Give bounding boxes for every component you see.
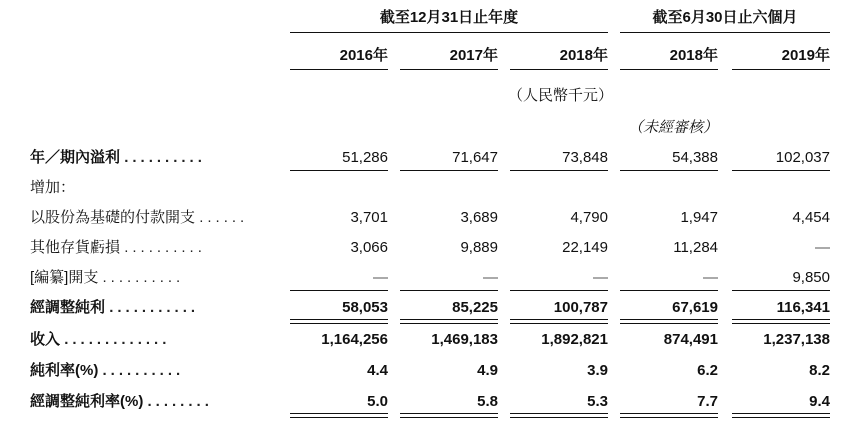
cell-inventory-loss-2018-h1: 11,284 <box>673 239 718 256</box>
cell-adjusted-net-profit-2019-h1: 116,341 <box>776 299 830 316</box>
dot-leader: ...... <box>199 209 249 226</box>
rule-redacted-2018-h1 <box>620 290 718 291</box>
group-header-year-end: 截至12月31日止年度 <box>379 9 519 26</box>
cell-net-margin-2018-fy: 3.9 <box>587 362 608 379</box>
cell-adjusted-net-margin-2018-h1: 7.7 <box>697 393 718 410</box>
rule-redacted-2016 <box>290 290 388 291</box>
cell-share-based-2018-fy: 4,790 <box>570 209 608 226</box>
row-label-text: [編纂]開支 <box>30 269 99 286</box>
cell-adjusted-net-profit-2018-fy: 100,787 <box>553 299 608 316</box>
rule-profit-2018-fy <box>510 170 608 171</box>
row-label-adjusted-net-margin <box>30 392 275 412</box>
row-label-text: 經調整純利率(%) <box>30 393 144 410</box>
year-header-2017: 2017年 <box>449 47 498 64</box>
cell-revenue-2016: 1,164,256 <box>321 331 388 348</box>
double-rule-adjusted-2016 <box>290 319 388 324</box>
dot-leader: ........... <box>109 299 200 316</box>
cell-adjusted-net-profit-2016: 58,053 <box>342 299 388 316</box>
cell-adjusted-net-margin-2016: 5.0 <box>367 393 388 410</box>
row-label-revenue <box>30 330 275 350</box>
year-header-2018-h1: 2018年 <box>669 47 718 64</box>
rule-profit-2018-h1 <box>620 170 718 171</box>
cell-profit-2017: 71,647 <box>452 149 498 166</box>
year-header-2019-h1: 2019年 <box>781 47 830 64</box>
row-label-text: 以股份為基礎的付款開支 <box>30 209 196 226</box>
year-header-2019-h1-underline <box>732 69 830 70</box>
rule-redacted-2018-fy <box>510 290 608 291</box>
year-header-2018-h1-underline <box>620 69 718 70</box>
group-header-year-end-underline <box>290 32 608 33</box>
cell-inventory-loss-2016: 3,066 <box>350 239 388 256</box>
cell-profit-2019-h1: 102,037 <box>775 149 830 166</box>
cell-net-margin-2016: 4.4 <box>367 362 388 379</box>
cell-redacted-2016: — <box>373 269 388 286</box>
year-header-2016: 2016年 <box>339 47 388 64</box>
row-label-text: 年／期內溢利 <box>30 149 121 166</box>
cell-profit-2018-fy: 73,848 <box>562 149 608 166</box>
rule-profit-2017 <box>400 170 498 171</box>
cell-inventory-loss-2017: 9,889 <box>460 239 498 256</box>
cell-adjusted-net-profit-2017: 85,225 <box>452 299 498 316</box>
cell-net-margin-2017: 4.9 <box>477 362 498 379</box>
cell-adjusted-net-profit-2018-h1: 67,619 <box>672 299 718 316</box>
dot-leader: ........ <box>147 393 213 410</box>
rule-redacted-2019-h1 <box>732 290 830 291</box>
cell-share-based-2018-h1: 1,947 <box>680 209 718 226</box>
cell-share-based-2017: 3,689 <box>460 209 498 226</box>
row-label-profit <box>30 148 275 168</box>
row-label-redacted-expenses <box>30 268 275 288</box>
cell-net-margin-2019-h1: 8.2 <box>809 362 830 379</box>
cell-redacted-2018-h1: — <box>703 269 718 286</box>
double-rule-adjusted-2019-h1 <box>732 319 830 324</box>
row-label-net-margin <box>30 361 275 381</box>
cell-revenue-2019-h1: 1,237,138 <box>763 331 830 348</box>
dot-leader: .......... <box>124 239 206 256</box>
double-rule-adjusted-margin-2017 <box>400 413 498 418</box>
row-label-add <box>30 178 275 198</box>
dot-leader: .......... <box>102 362 185 379</box>
rule-redacted-2017 <box>400 290 498 291</box>
double-rule-adjusted-2018-h1 <box>620 319 718 324</box>
double-rule-adjusted-margin-2016 <box>290 413 388 418</box>
year-header-2018-fy-underline <box>510 69 608 70</box>
year-header-2017-underline <box>400 69 498 70</box>
row-label-text: 其他存貨虧損 <box>30 239 121 256</box>
row-label-inventory-loss <box>30 238 275 258</box>
row-label-text: 增加： <box>30 179 76 196</box>
year-header-2016-underline <box>290 69 388 70</box>
cell-redacted-2017: — <box>483 269 498 286</box>
group-header-six-months: 截至6月30日止六個月 <box>652 9 798 26</box>
year-header-2018-fy: 2018年 <box>559 47 608 64</box>
rule-profit-2016 <box>290 170 388 171</box>
cell-share-based-2019-h1: 4,454 <box>792 209 830 226</box>
cell-profit-2018-h1: 54,388 <box>672 149 718 166</box>
cell-inventory-loss-2019-h1: — <box>815 239 830 256</box>
cell-adjusted-net-margin-2018-fy: 5.3 <box>587 393 608 410</box>
double-rule-adjusted-margin-2018-fy <box>510 413 608 418</box>
row-label-text: 收入 <box>30 331 61 348</box>
cell-redacted-2018-fy: — <box>593 269 608 286</box>
cell-adjusted-net-margin-2019-h1: 9.4 <box>809 393 830 410</box>
rule-profit-2019-h1 <box>732 170 830 171</box>
dot-leader: .......... <box>124 149 206 166</box>
cell-net-margin-2018-h1: 6.2 <box>697 362 718 379</box>
cell-redacted-2019-h1: 9,850 <box>792 269 830 286</box>
cell-revenue-2017: 1,469,183 <box>431 331 498 348</box>
dot-leader: .......... <box>102 269 185 286</box>
row-label-share-based-payment <box>30 208 275 228</box>
double-rule-adjusted-margin-2019-h1 <box>732 413 830 418</box>
cell-inventory-loss-2018-fy: 22,149 <box>562 239 608 256</box>
double-rule-adjusted-2018-fy <box>510 319 608 324</box>
cell-revenue-2018-h1: 874,491 <box>663 331 718 348</box>
row-label-text: 經調整純利 <box>30 299 106 316</box>
unit-note: （人民幣千元） <box>508 87 614 104</box>
row-label-adjusted-net-profit <box>30 298 275 318</box>
double-rule-adjusted-2017 <box>400 319 498 324</box>
row-label-text: 純利率(%) <box>30 362 99 379</box>
double-rule-adjusted-margin-2018-h1 <box>620 413 718 418</box>
unaudited-note: （未經審核） <box>628 119 719 136</box>
group-header-six-months-underline <box>620 32 830 33</box>
cell-revenue-2018-fy: 1,892,821 <box>541 331 608 348</box>
cell-share-based-2016: 3,701 <box>350 209 388 226</box>
cell-profit-2016: 51,286 <box>342 149 388 166</box>
dot-leader: ............. <box>64 331 171 348</box>
cell-adjusted-net-margin-2017: 5.8 <box>477 393 498 410</box>
